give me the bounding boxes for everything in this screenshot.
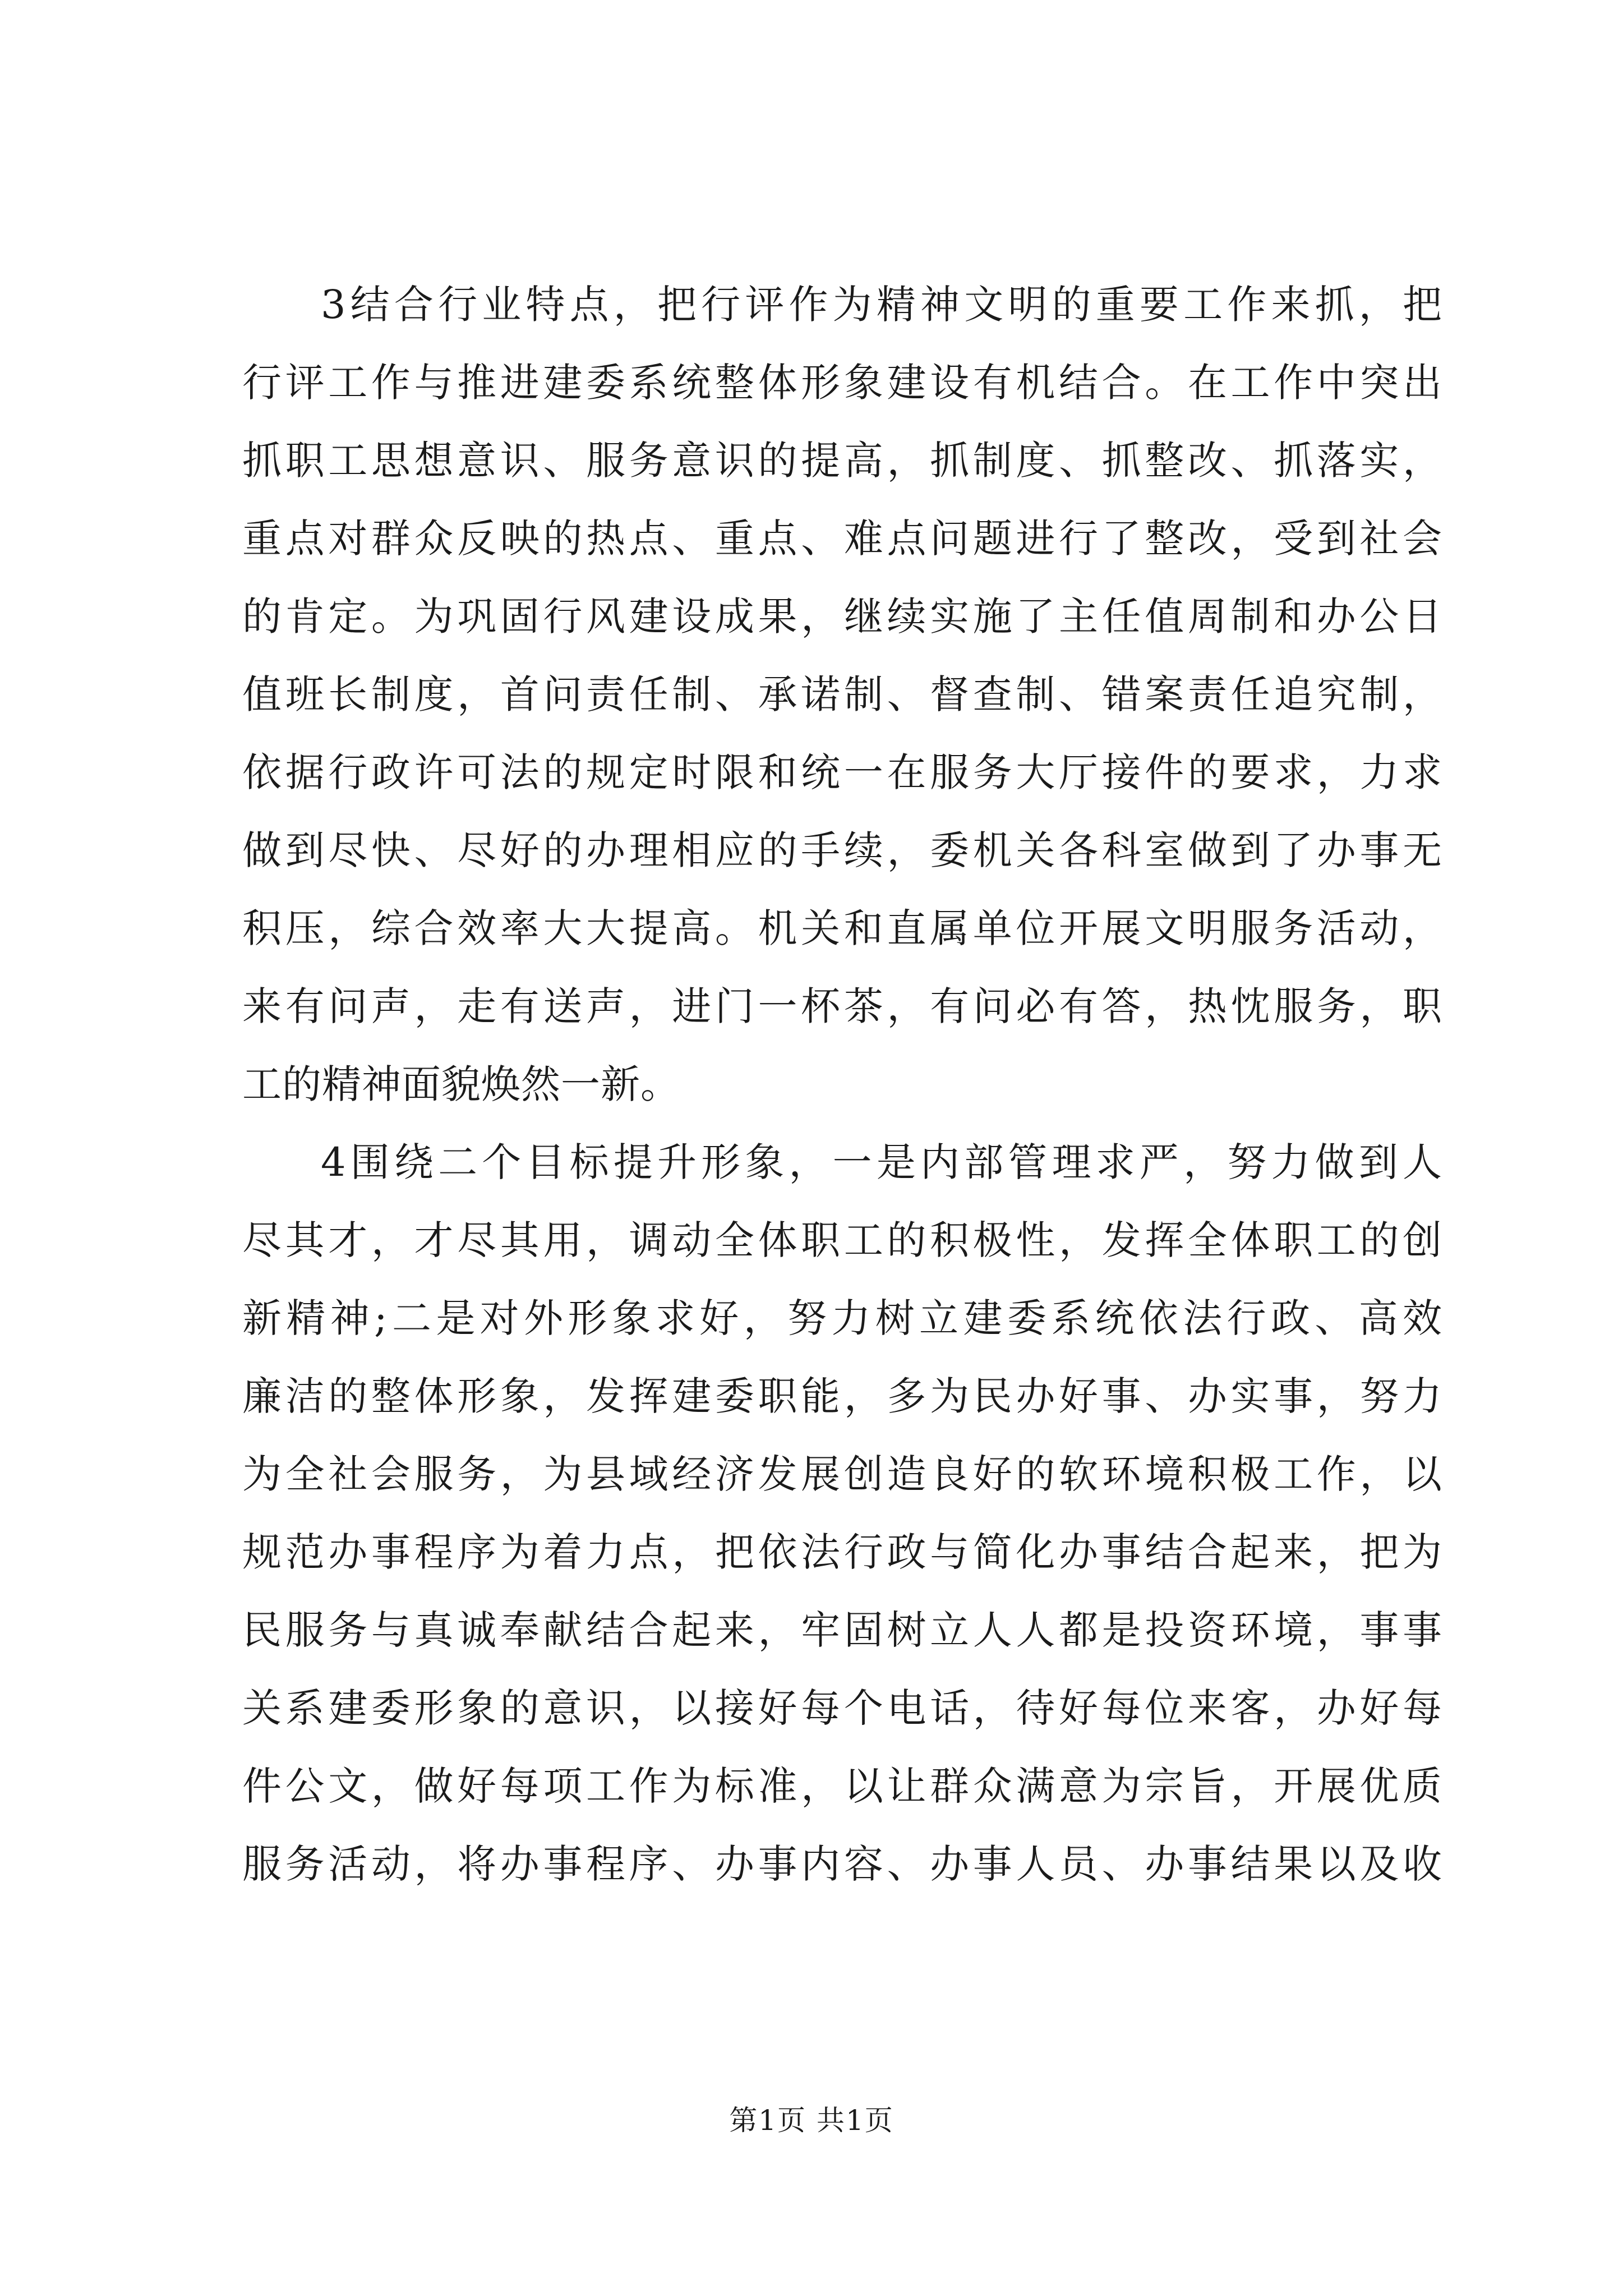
text-line: 积压，综合效率大大提高。机关和直属单位开展文明服务活动， bbox=[242, 905, 1442, 951]
paragraph-3 bbox=[242, 266, 1442, 1124]
text-line: 新精神;二是对外形象求好，努力树立建委系统依法行政、高效 bbox=[242, 1295, 1442, 1341]
text-line: 重点对群众反映的热点、重点、难点问题进行了整改，受到社会 bbox=[242, 516, 1442, 562]
text-line: 为全社会服务，为县域经济发展创造良好的软环境积极工作，以 bbox=[242, 1451, 1442, 1497]
text-line: 工的精神面貌焕然一新。 bbox=[242, 1061, 680, 1107]
text-line: 依据行政许可法的规定时限和统一在服务大厅接件的要求，力求 bbox=[242, 749, 1442, 795]
text-line: 值班长制度，首问责任制、承诺制、督查制、错案责任追究制， bbox=[242, 671, 1442, 717]
page-number-label: 第1页 共1页 bbox=[729, 2104, 894, 2137]
text-line: 做到尽快、尽好的办理相应的手续，委机关各科室做到了办事无 bbox=[242, 827, 1442, 873]
text-line: 的肯定。为巩固行风建设成果，继续实施了主任值周制和办公日 bbox=[242, 593, 1442, 639]
text-line: 廉洁的整体形象，发挥建委职能，多为民办好事、办实事，努力 bbox=[242, 1373, 1442, 1419]
paragraph-4 bbox=[242, 1124, 1442, 1903]
text-line: 抓职工思想意识、服务意识的提高，抓制度、抓整改、抓落实， bbox=[242, 438, 1442, 484]
text-line: 4围绕二个目标提升形象，一是内部管理求严，努力做到人 bbox=[321, 1139, 1442, 1185]
text-line: 民服务与真诚奉献结合起来，牢固树立人人都是投资环境，事事 bbox=[242, 1607, 1442, 1653]
text-line: 3结合行业特点，把行评作为精神文明的重要工作来抓，把 bbox=[321, 282, 1442, 328]
text-line: 来有问声，走有送声，进门一杯茶，有问必有答，热忱服务，职 bbox=[242, 983, 1442, 1029]
text-line: 规范办事程序为着力点，把依法行政与简化办事结合起来，把为 bbox=[242, 1529, 1442, 1575]
page-footer bbox=[0, 2098, 1623, 2138]
text-line: 服务活动，将办事程序、办事内容、办事人员、办事结果以及收 bbox=[242, 1841, 1442, 1887]
text-line: 行评工作与推进建委系统整体形象建设有机结合。在工作中突出 bbox=[242, 360, 1442, 406]
document-body bbox=[242, 266, 1442, 1903]
text-line: 关系建委形象的意识，以接好每个电话，待好每位来客，办好每 bbox=[242, 1685, 1442, 1731]
text-line: 尽其才，才尽其用，调动全体职工的积极性，发挥全体职工的创 bbox=[242, 1217, 1442, 1263]
text-line: 件公文，做好每项工作为标准，以让群众满意为宗旨，开展优质 bbox=[242, 1763, 1442, 1809]
